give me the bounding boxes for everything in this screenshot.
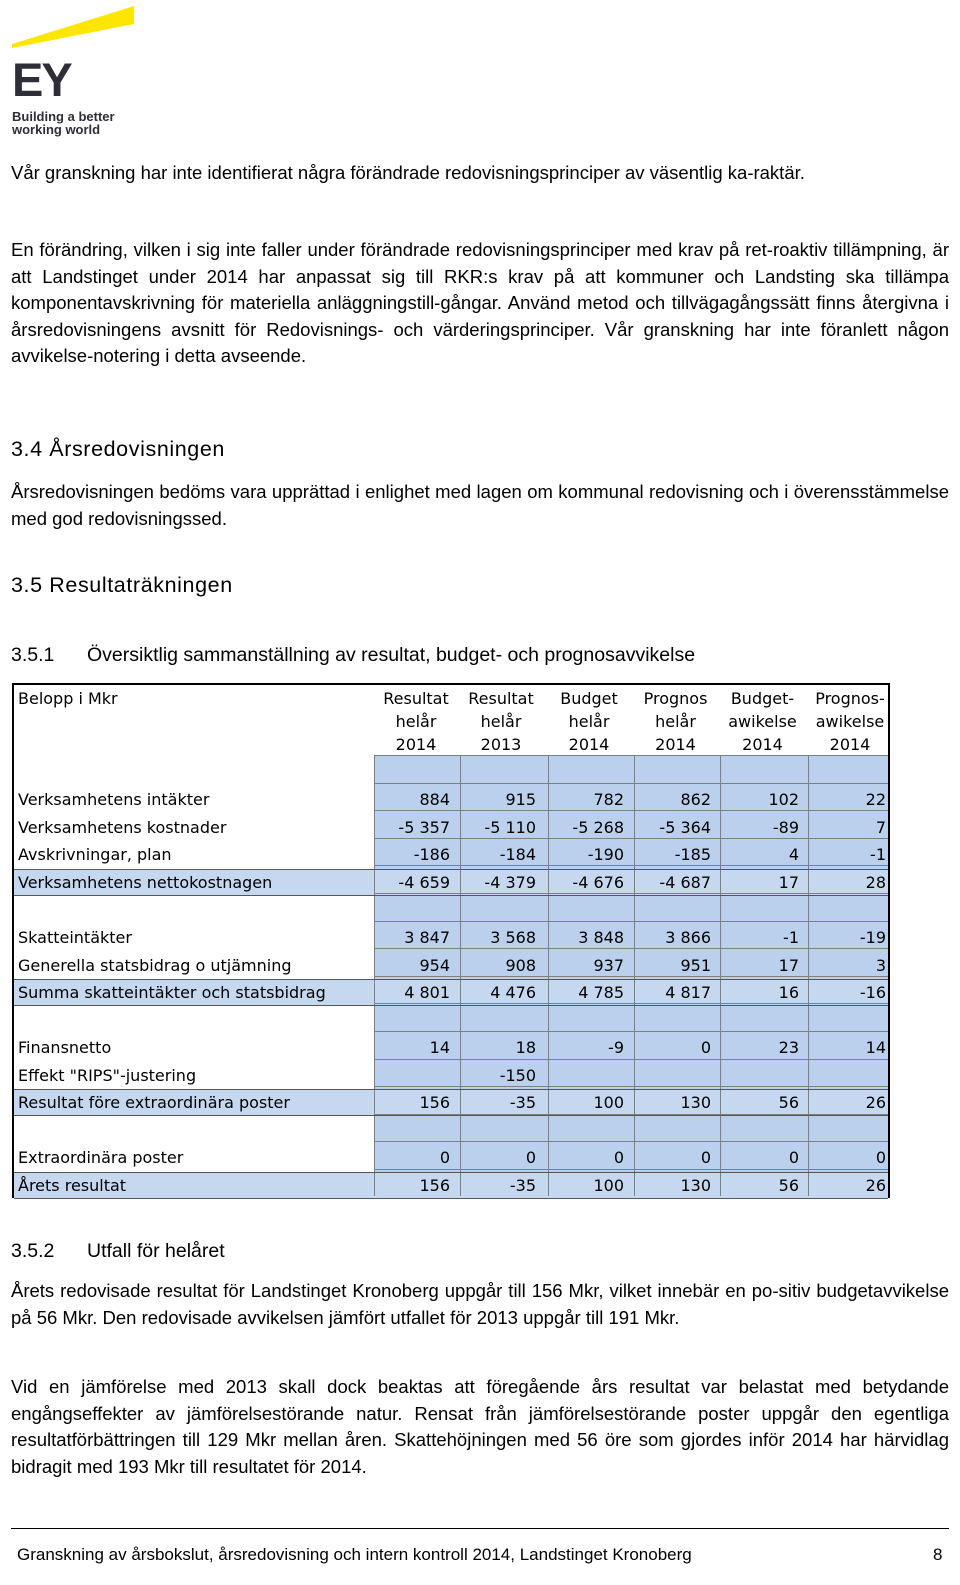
table-cell: 862 (680, 790, 711, 809)
grid-line (374, 976, 888, 977)
column-header-line: Resultat (468, 689, 534, 708)
column-header-line: Prognos (643, 689, 708, 708)
table-cell: -4 687 (659, 873, 711, 892)
table-cell: 7 (875, 818, 886, 837)
column-header-line: 2014 (568, 735, 610, 754)
table-cell: -5 357 (398, 818, 450, 837)
row-label: Verksamhetens nettokostnagen (18, 873, 273, 892)
table-cell: 156 (419, 1093, 450, 1112)
table-cell: 100 (593, 1093, 624, 1112)
table-cell: 3 568 (490, 928, 536, 947)
column-header (378, 687, 454, 753)
table-row (14, 814, 888, 841)
grid-line (374, 1059, 888, 1060)
row-label: Resultat före extraordinära poster (18, 1093, 290, 1112)
table-cell: 17 (778, 956, 799, 975)
table-cell: -19 (859, 928, 886, 947)
table-cell: 0 (525, 1148, 536, 1167)
grid-line (374, 948, 888, 949)
paragraph-principles: Vår granskning har inte identifierat några förändrade redovisningsprinciper av väsentlig ka-raktär. (11, 162, 805, 183)
row-border (14, 979, 888, 1006)
row-label: Verksamhetens kostnader (18, 818, 227, 837)
table-cell: -190 (587, 845, 624, 864)
heading-number: 3.5.1 (11, 644, 55, 666)
column-header-line: 2014 (655, 735, 696, 754)
table-cell: -35 (509, 1176, 536, 1195)
table-cell: -184 (499, 845, 536, 864)
paragraph-arsredovisningen: Årsredovisningen bedöms vara upprättad i enlighet med lagen om kommunal redovisning och i överensstämmelse med god redovisningssed. (11, 481, 949, 529)
table-cell: -150 (499, 1066, 536, 1085)
column-header-line: helår (655, 712, 696, 731)
table-row (14, 924, 888, 951)
table-cell: -4 676 (572, 873, 624, 892)
column-header-line: Budget (560, 689, 618, 708)
paragraph-utfall: Årets redovisade resultat för Landstinget Kronoberg uppgår till 156 Mkr, vilket innebär en po-sitiv budgetavvikelse på 56 Mkr. Den redovisade avvikelsen jämfört utfallet för 2013 uppgår till 191 Mkr. (11, 1280, 949, 1328)
column-header-line: 2014 (829, 735, 871, 754)
table-row (14, 1144, 888, 1171)
row-label: Avskrivningar, plan (18, 845, 172, 864)
grid-line (374, 1086, 888, 1087)
table-cell: 14 (429, 1038, 450, 1057)
column-header-line: 2014 (742, 735, 783, 754)
column-header-line: Resultat (383, 689, 449, 708)
ey-beam-icon (10, 4, 140, 54)
table-row (14, 952, 888, 979)
table-cell: -1 (783, 928, 799, 947)
table-cell: 100 (593, 1176, 624, 1195)
table-cell: 16 (778, 983, 799, 1002)
grid-line (374, 1031, 888, 1032)
table-corner-label: Belopp i Mkr (18, 689, 118, 708)
table-cell: -4 659 (398, 873, 450, 892)
column-header-line: helår (395, 712, 437, 731)
footer-divider (11, 1528, 949, 1529)
table-cell: 3 847 (404, 928, 450, 947)
table-cell: 0 (700, 1038, 711, 1057)
column-header (810, 687, 890, 753)
page-number: 8 (933, 1545, 943, 1564)
paragraph-jamforelse: Vid en jämförelse med 2013 skall dock beaktas att föregående års resultat var belastat med betydande engångseffekter av jämförelsestörande natur. Rensat från jämförelsestörande poster uppgår den egentliga resultatförbättringen till 129 Mkr mellan åren. Skattehöjningen med 56 öre som gjordes inför 2014 har härvidlag bidragit med 193 Mkr till resultatet för 2014. (11, 1376, 949, 1477)
column-header-line: 2014 (395, 735, 437, 754)
table-cell: 3 (875, 956, 886, 975)
table-cell: -5 268 (572, 818, 624, 837)
table-cell: -16 (859, 983, 886, 1002)
table-row (14, 1034, 888, 1061)
row-label: Extraordinära poster (18, 1148, 184, 1167)
table-cell: 951 (680, 956, 711, 975)
table-cell: 28 (865, 873, 886, 892)
heading-number: 3.5.2 (11, 1240, 55, 1262)
table-cell: -5 364 (659, 818, 711, 837)
grid-line (374, 1169, 888, 1170)
table-cell: 0 (875, 1148, 886, 1167)
grid-line (374, 865, 888, 866)
table-cell: -1 (870, 845, 886, 864)
table-cell: -5 110 (484, 818, 536, 837)
table-row (14, 786, 888, 813)
table-cell: 3 848 (578, 928, 624, 947)
table-cell: 908 (505, 956, 536, 975)
row-border (14, 1172, 888, 1199)
paragraph-change: En förändring, vilken i sig inte faller under förändrade redovisningsprinciper med krav på ret-roaktiv tillämpning, är att Landstinget under 2014 har anpassat sig till RKR:s krav på att kommuner och Landsting ska tillämpa komponentavskrivning för materiella anläggningstill-gångar. Använd metod och tillvägagångssätt finns återgivna i årsredovisningens avsnitt för Redovisnings- och värderingsprinciper. Vår granskning har inte föranlett någon avvikelse-notering i detta avseende. (11, 239, 949, 366)
column-header-line: 2013 (480, 735, 522, 754)
row-label: Verksamhetens intäkter (18, 790, 210, 809)
table-cell: 156 (419, 1176, 450, 1195)
footer-text: Granskning av årsbokslut, årsredovisning och intern kontroll 2014, Landstinget Kronoberg (17, 1545, 692, 1564)
table-cell: -186 (413, 845, 450, 864)
table-cell: 22 (865, 790, 886, 809)
table-cell: 937 (593, 956, 624, 975)
table-cell: 56 (778, 1176, 799, 1195)
heading-text: Utfall för helåret (87, 1240, 225, 1262)
table-cell: 14 (865, 1038, 886, 1057)
table-cell: 4 817 (665, 983, 711, 1002)
column-header (462, 687, 540, 753)
table-cell: 4 476 (490, 983, 536, 1002)
row-label: Summa skatteintäkter och statsbidrag (18, 983, 326, 1002)
table-cell: -9 (608, 1038, 624, 1057)
heading-text: Översiktlig sammanställning av resultat, budget- och prognosavvikelse (87, 644, 696, 666)
table-row (14, 841, 888, 868)
table-cell: 130 (680, 1176, 711, 1195)
table-cell: 26 (865, 1093, 886, 1112)
grid-line (374, 783, 888, 784)
table-cell: 18 (515, 1038, 536, 1057)
table-cell: 884 (419, 790, 450, 809)
table-cell: 3 866 (665, 928, 711, 947)
table-cell: -4 379 (484, 873, 536, 892)
column-header (722, 687, 803, 753)
column-header (550, 687, 628, 753)
column-header-line: Prognos- (815, 689, 885, 708)
table-cell: 130 (680, 1093, 711, 1112)
table-cell: 954 (419, 956, 450, 975)
row-border (14, 1089, 888, 1116)
row-label: Skatteintäkter (18, 928, 132, 947)
grid-line (374, 810, 888, 811)
column-header-line: awikelse (815, 712, 885, 731)
table-cell: 0 (700, 1148, 711, 1167)
row-label: Generella statsbidrag o utjämning (18, 956, 292, 975)
row-border (14, 869, 888, 896)
column-header (636, 687, 715, 753)
row-label: Årets resultat (18, 1176, 127, 1195)
table-cell: 23 (778, 1038, 799, 1057)
ey-tagline: Building a better working world (12, 109, 115, 137)
row-label: Finansnetto (18, 1038, 112, 1057)
column-header-line: Budget- (730, 689, 795, 708)
column-header-line: helår (480, 712, 522, 731)
grid-line (374, 838, 888, 839)
column-header-line: helår (568, 712, 610, 731)
heading-arsredovisningen: 3.4 Årsredovisningen (11, 437, 225, 461)
table-cell: 17 (778, 873, 799, 892)
table-cell: -185 (674, 845, 711, 864)
table-row (14, 1062, 888, 1089)
ey-brand: EY (12, 53, 71, 106)
table-cell: 4 785 (578, 983, 624, 1002)
table-cell: 26 (865, 1176, 886, 1195)
table-cell: 0 (439, 1148, 450, 1167)
grid-line (374, 921, 888, 922)
grid-line (374, 755, 888, 756)
table-cell: 4 (788, 845, 799, 864)
heading-utfall (11, 1240, 225, 1263)
table-cell: -89 (772, 818, 799, 837)
row-label: Effekt "RIPS"-justering (18, 1066, 197, 1085)
table-cell: 4 801 (404, 983, 450, 1002)
table-cell: 0 (788, 1148, 799, 1167)
heading-resultatrakningen: 3.5 Resultaträkningen (11, 573, 233, 597)
table-cell: 782 (593, 790, 624, 809)
heading-oversiktlig (11, 644, 695, 667)
table-cell: 56 (778, 1093, 799, 1112)
ey-logo (10, 4, 140, 139)
table-cell: 915 (505, 790, 536, 809)
table-cell: 0 (613, 1148, 624, 1167)
column-header-line: awikelse (728, 712, 797, 731)
table-cell: -35 (509, 1093, 536, 1112)
grid-line (374, 1141, 888, 1142)
result-table (12, 683, 890, 1198)
table-cell: 102 (768, 790, 799, 809)
